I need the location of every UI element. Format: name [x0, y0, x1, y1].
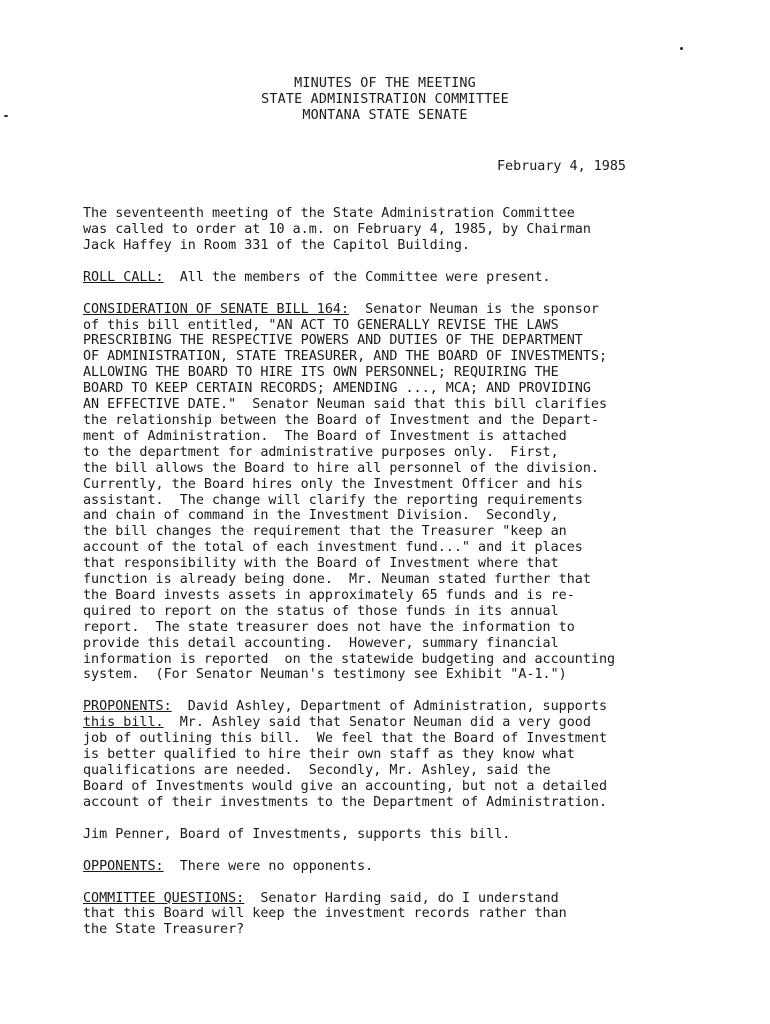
- text-line: Board of Investments would give an accounting, but not a detailed: [83, 778, 608, 794]
- text-line: qualifications are needed. Secondly, Mr. Ashley, said the: [83, 763, 551, 778]
- text-line: report. The state treasurer does not have the information to: [83, 619, 575, 635]
- roll-call-text: All the members of the Committee were present.: [163, 269, 551, 285]
- questions-label: COMMITTEE QUESTIONS:: [83, 890, 245, 906]
- text-line: the bill allows the Board to hire all personnel of the division.: [83, 460, 599, 476]
- opponents-paragraph: [83, 859, 733, 875]
- meeting-date: February 4, 1985: [497, 159, 626, 174]
- text-line: to the department for administrative purposes only. First,: [83, 444, 559, 460]
- opponents-text: There were no opponents.: [163, 858, 374, 874]
- text-line: The seventeenth meeting of the State Administration Committee: [83, 206, 575, 221]
- consideration-label: CONSIDERATION OF SENATE BILL 164:: [83, 301, 350, 317]
- penner-paragraph: [83, 827, 733, 843]
- text-line: system. (For Senator Neuman's testimony see Exhibit "A-1."): [83, 667, 567, 683]
- consideration-paragraph: [83, 302, 733, 684]
- text-line: function is already being done. Mr. Neuman stated further that: [83, 572, 591, 588]
- text-line: quired to report on the status of those funds in its annual: [83, 603, 559, 619]
- text-line: account of their investments to the Department of Administration.: [83, 794, 608, 810]
- text-line: the Board invests assets in approximately 65 funds and is re-: [83, 587, 575, 603]
- text-line: Currently, the Board hires only the Investment Officer and his: [83, 476, 583, 492]
- text-line: David Ashley, Department of Administration, supports: [171, 699, 608, 715]
- text-line: assistant. The change will clarify the reporting requirements: [83, 492, 583, 508]
- text-line: AN EFFECTIVE DATE." Senator Neuman said that this bill clarifies: [83, 397, 608, 413]
- opening-paragraph: [83, 206, 733, 254]
- document-heading: [0, 76, 770, 124]
- text-line: job of outlining this bill. We feel that the Board of Investment: [83, 731, 608, 747]
- questions-paragraph: [83, 891, 733, 939]
- text-line: provide this detail accounting. However, summary financial: [83, 635, 559, 651]
- text-line: that responsibility with the Board of Investment where that: [83, 556, 559, 572]
- document-body: [83, 206, 733, 954]
- heading-line-2: STATE ADMINISTRATION COMMITTEE: [261, 92, 509, 107]
- text-line: PRESCRIBING THE RESPECTIVE POWERS AND DUTIES OF THE DEPARTMENT: [83, 333, 583, 349]
- proponents-label: PROPONENTS:: [83, 699, 172, 715]
- text-line: Jack Haffey in Room 331 of the Capitol Building.: [83, 237, 470, 253]
- text-line: BOARD TO KEEP CERTAIN RECORDS; AMENDING ..., MCA; AND PROVIDING: [83, 381, 591, 397]
- roll-call-paragraph: [83, 270, 733, 286]
- opponents-label: OPPONENTS:: [83, 858, 164, 874]
- text-line: ALLOWING THE BOARD TO HIRE ITS OWN PERSONNEL; REQUIRING THE: [83, 365, 559, 381]
- text-line: the bill changes the requirement that the Treasurer "keep an: [83, 524, 567, 540]
- text-line: information is reported on the statewide budgeting and accounting: [83, 651, 616, 667]
- text-line: Senator Neuman is the sponsor: [349, 301, 599, 317]
- text-line: that this Board will keep the investment records rather than: [83, 906, 567, 922]
- text-line: is better qualified to hire their own staff as they know what: [83, 747, 575, 763]
- text-line: Mr. Ashley said that Senator Neuman did a very good: [163, 715, 591, 731]
- heading-line-1: MINUTES OF THE MEETING: [294, 76, 476, 91]
- text-line: was called to order at 10 a.m. on February 4, 1985, by Chairman: [83, 221, 591, 237]
- text-line-underlined: this bill.: [83, 715, 164, 731]
- text-line: OF ADMINISTRATION, STATE TREASURER, AND THE BOARD OF INVESTMENTS;: [83, 349, 608, 365]
- roll-call-label: ROLL CALL:: [83, 269, 164, 285]
- scan-speck: [680, 47, 683, 50]
- proponents-paragraph: [83, 699, 733, 810]
- text-line: the State Treasurer?: [83, 922, 245, 938]
- text-line: ment of Administration. The Board of Investment is attached: [83, 428, 567, 444]
- text-line: Senator Harding said, do I understand: [244, 890, 559, 906]
- text-line: Jim Penner, Board of Investments, supports this bill.: [83, 826, 511, 842]
- text-line: the relationship between the Board of Investment and the Depart-: [83, 412, 599, 428]
- text-line: and chain of command in the Investment Division. Secondly,: [83, 508, 559, 524]
- heading-line-3: MONTANA STATE SENATE: [302, 108, 468, 123]
- text-line: account of the total of each investment fund..." and it places: [83, 540, 583, 556]
- text-line: of this bill entitled, "AN ACT TO GENERALLY REVISE THE LAWS: [83, 317, 559, 333]
